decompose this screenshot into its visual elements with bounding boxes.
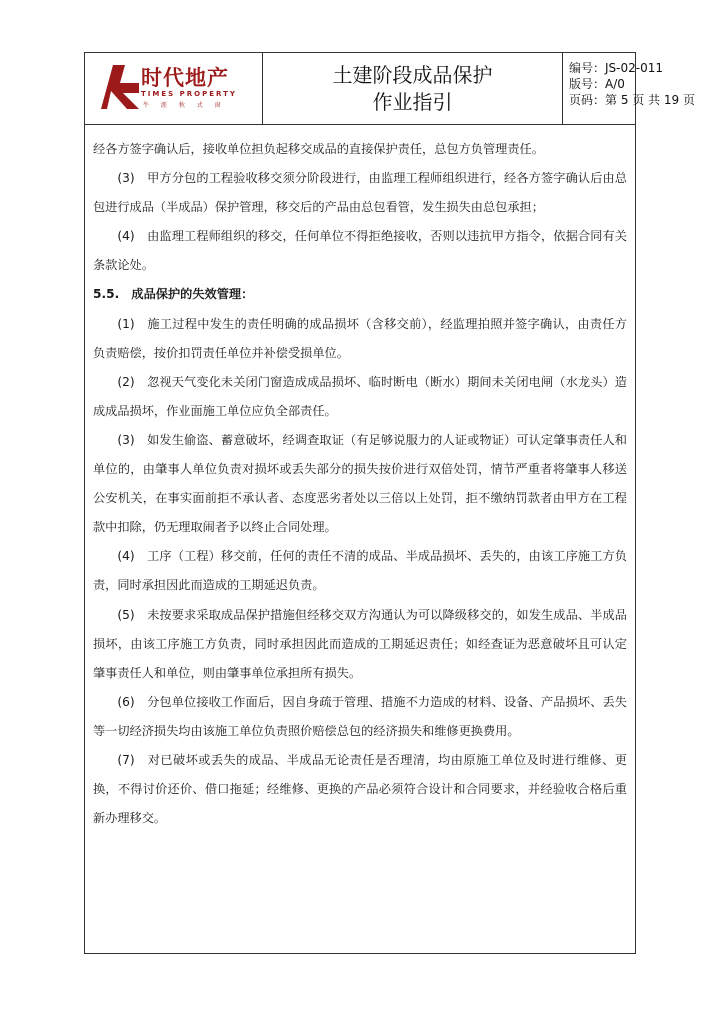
- title-cell: [263, 53, 563, 124]
- paragraph: (6) 分包单位接收工作面后，因自身疏于管理、措施不力造成的材料、设备、产品损坏、丢失等一切经济损失均由该施工单位负责照价赔偿总包的经济损失和维修更换费用。: [93, 694, 627, 738]
- paragraph: (5) 未按要求采取成品保护措施但经移交双方沟通认为可以降级移交的，如发生成品、半成品损坏，由该工序施工方负责，同时承担因此而造成的工期延迟责任；如经查证为恶意破坏且可认定肇事责任人和单位，则由肇事单位承担所有损失。: [93, 607, 627, 680]
- paragraph: (2) 忽视天气变化未关闭门窗造成成品损坏、临时断电（断水）期间未关闭电闸（水龙头）造成成品损坏，作业面施工单位应负全部责任。: [93, 374, 627, 418]
- document-title-line1: 土建阶段成品保护: [332, 62, 493, 87]
- paragraph: 经各方签字确认后，接收单位担负起移交成品的直接保护责任，总包方负管理责任。: [93, 142, 544, 156]
- company-name-en: TIMES PROPERTY: [141, 90, 237, 98]
- doc-number: 编号：JS-02-011: [569, 61, 663, 75]
- company-logo-icon: [99, 63, 143, 111]
- section-heading: 5.5. 成品保护的失效管理：: [93, 287, 254, 302]
- document-header: [85, 53, 695, 125]
- paragraph: (4) 由监理工程师组织的移交，任何单位不得拒绝接收，否则以违抗甲方指令，依据合同有关条款论处。: [93, 229, 627, 273]
- logo-cell: [85, 53, 263, 124]
- company-name: 时代地产: [141, 66, 229, 90]
- document-title-line2: 作业指引: [372, 89, 453, 114]
- paragraph: (3) 甲方分包的工程验收移交须分阶段进行，由监理工程师组织进行，经各方签字确认后由总包进行成品（半成品）保护管理，移交后的产品由总包看管，发生损失由总包承担；: [93, 171, 627, 215]
- document-frame: [84, 52, 695, 954]
- meta-cell: [563, 53, 695, 124]
- page-info: 页码：第 5 页 共 19 页: [569, 93, 695, 107]
- paragraph: (1) 施工过程中发生的责任明确的成品损坏（含移交前），经监理拍照并签字确认，由责任方负责赔偿，按价扣罚责任单位并补偿受损单位。: [93, 316, 627, 360]
- paragraph: (4) 工序（工程）移交前，任何的责任不清的成品、半成品损坏、丢失的，由该工序施工方负责，同时承担因此而造成的工期延迟负责。: [93, 549, 627, 593]
- company-slogan: 牛 涯 秋 式 窗: [143, 102, 226, 109]
- paragraph: (7) 对已破坏或丢失的成品、半成品无论责任是否理清，均由原施工单位及时进行维修、更换，不得讨价还价、借口拖延；经维修、更换的产品必须符合设计和合同要求，并经验收合格后重新办理移交。: [93, 752, 627, 826]
- paragraph: (3) 如发生偷盗、蓄意破坏，经调查取证（有足够说服力的人证或物证）可认定肇事责任人和单位的，由肇事人单位负责对损坏或丢失部分的损失按价进行双倍处罚，情节严重者将肇事人移送公安机关，在事实面前拒不承认者、态度恶劣者处以三倍以上处罚，拒不缴纳罚款者由甲方在工程款中扣除，仍无理取闹者予以终止合同处理。: [93, 432, 627, 535]
- document-body: [85, 125, 635, 833]
- doc-version: 版号：A/0: [569, 77, 625, 91]
